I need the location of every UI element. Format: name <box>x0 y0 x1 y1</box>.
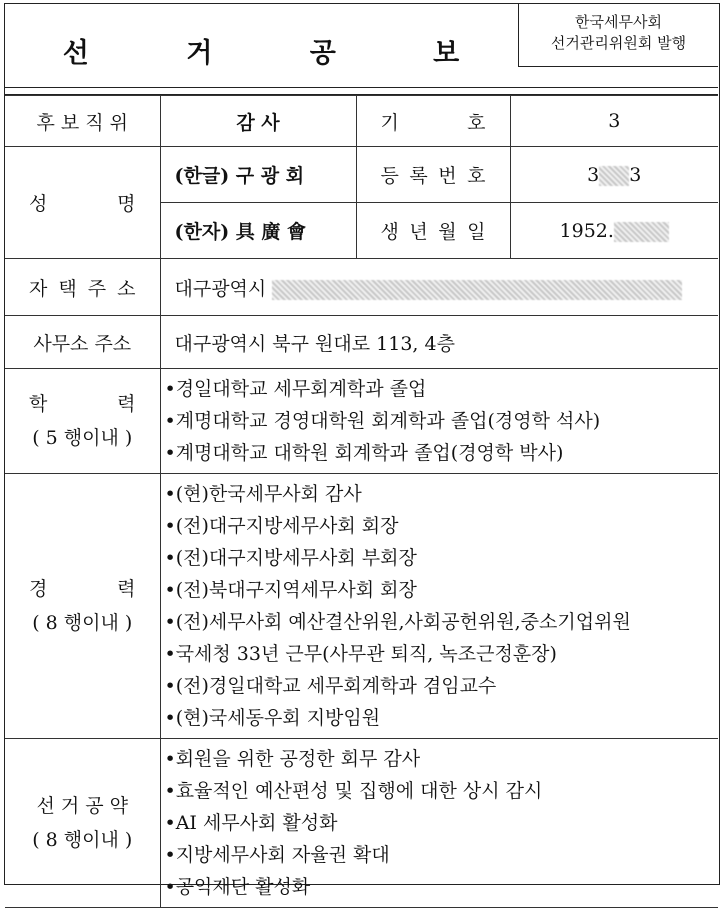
reg-value <box>510 147 718 203</box>
list-item: •(현)한국세무사회 감사 <box>164 483 362 505</box>
list-item: •AI 세무사회 활성화 <box>164 812 338 834</box>
reg-label: 등 록 번 호 <box>356 147 510 203</box>
reg-value-start: 3 <box>587 163 600 186</box>
election-bulletin <box>4 3 720 898</box>
header <box>5 4 718 88</box>
position-label: 후 보 직 위 <box>5 96 160 147</box>
candidate-table <box>5 95 718 908</box>
list-item: •계명대학교 경영대학원 회계학과 졸업(경영학 석사) <box>164 410 601 432</box>
pledge-label-cell <box>5 739 160 908</box>
home-label: 자 택 주 소 <box>5 259 160 316</box>
issuer-line-2: 선거관리위원회 발행 <box>550 34 687 52</box>
row-name-korean <box>5 147 718 203</box>
list-item: •회원을 위한 공정한 회무 감사 <box>164 748 421 770</box>
career-list <box>160 474 718 739</box>
redacted-block <box>599 166 629 186</box>
birth-year: 1952. <box>559 219 614 242</box>
education-label: 학 력 <box>29 393 136 415</box>
list-item: •효율적인 예산편성 및 집행에 대한 상시 감시 <box>164 780 543 802</box>
list-item: •(전)대구지방세무사회 부회장 <box>164 547 417 569</box>
name-hanja: (한자) 具 廣 會 <box>160 203 356 259</box>
pledge-sub: ( 8 행이내 ) <box>32 829 133 851</box>
list-item: •지방세무사회 자율권 확대 <box>164 844 390 866</box>
issuer-line-1: 한국세무사회 <box>575 13 662 31</box>
row-pledges <box>5 739 718 908</box>
row-position <box>5 96 718 147</box>
education-sub: ( 5 행이내 ) <box>32 427 133 449</box>
pledge-list <box>160 739 718 908</box>
position-value: 감 사 <box>160 96 356 147</box>
list-item: •계명대학교 대학원 회계학과 졸업(경영학 박사) <box>164 442 564 464</box>
office-value: 대구광역시 북구 원대로 113, 4층 <box>160 316 718 369</box>
education-list <box>160 369 718 474</box>
number-value: 3 <box>510 96 718 147</box>
career-sub: ( 8 행이내 ) <box>32 612 133 634</box>
list-item: •(전)경일대학교 세무회계학과 겸임교수 <box>164 675 497 697</box>
name-label: 성 명 <box>5 147 160 259</box>
name-korean: (한글) 구 광 회 <box>160 147 356 203</box>
row-education <box>5 369 718 474</box>
list-item: •경일대학교 세무회계학과 졸업 <box>164 378 427 400</box>
reg-value-end: 3 <box>629 163 642 186</box>
document-title: 선 거 공 보 <box>62 38 504 69</box>
home-value <box>160 259 718 316</box>
list-item: •(전)대구지방세무사회 회장 <box>164 515 399 537</box>
career-label-cell <box>5 474 160 739</box>
list-item: •(전)세무사회 예산결산위원,사회공헌위원,중소기업위원 <box>164 611 631 633</box>
issuer-box <box>518 4 718 67</box>
office-label: 사무소 주소 <box>5 316 160 369</box>
education-label-cell <box>5 369 160 474</box>
header-gap <box>5 88 718 95</box>
row-office <box>5 316 718 369</box>
pledge-label: 선 거 공 약 <box>36 795 129 817</box>
career-label: 경 력 <box>29 578 136 600</box>
redacted-block <box>614 222 669 242</box>
list-item: •(현)국세동우회 지방임원 <box>164 707 381 729</box>
list-item: •(전)북대구지역세무사회 회장 <box>164 579 417 601</box>
number-label: 기 호 <box>356 96 510 147</box>
list-item: •국세청 33년 근무(사무관 퇴직, 녹조근정훈장) <box>164 643 557 665</box>
row-home <box>5 259 718 316</box>
row-career <box>5 474 718 739</box>
home-city: 대구광역시 <box>174 277 267 300</box>
list-item: •공익재단 활성화 <box>164 876 311 898</box>
birth-label: 생 년 월 일 <box>356 203 510 259</box>
birth-value <box>510 203 718 259</box>
redacted-block <box>272 280 682 300</box>
